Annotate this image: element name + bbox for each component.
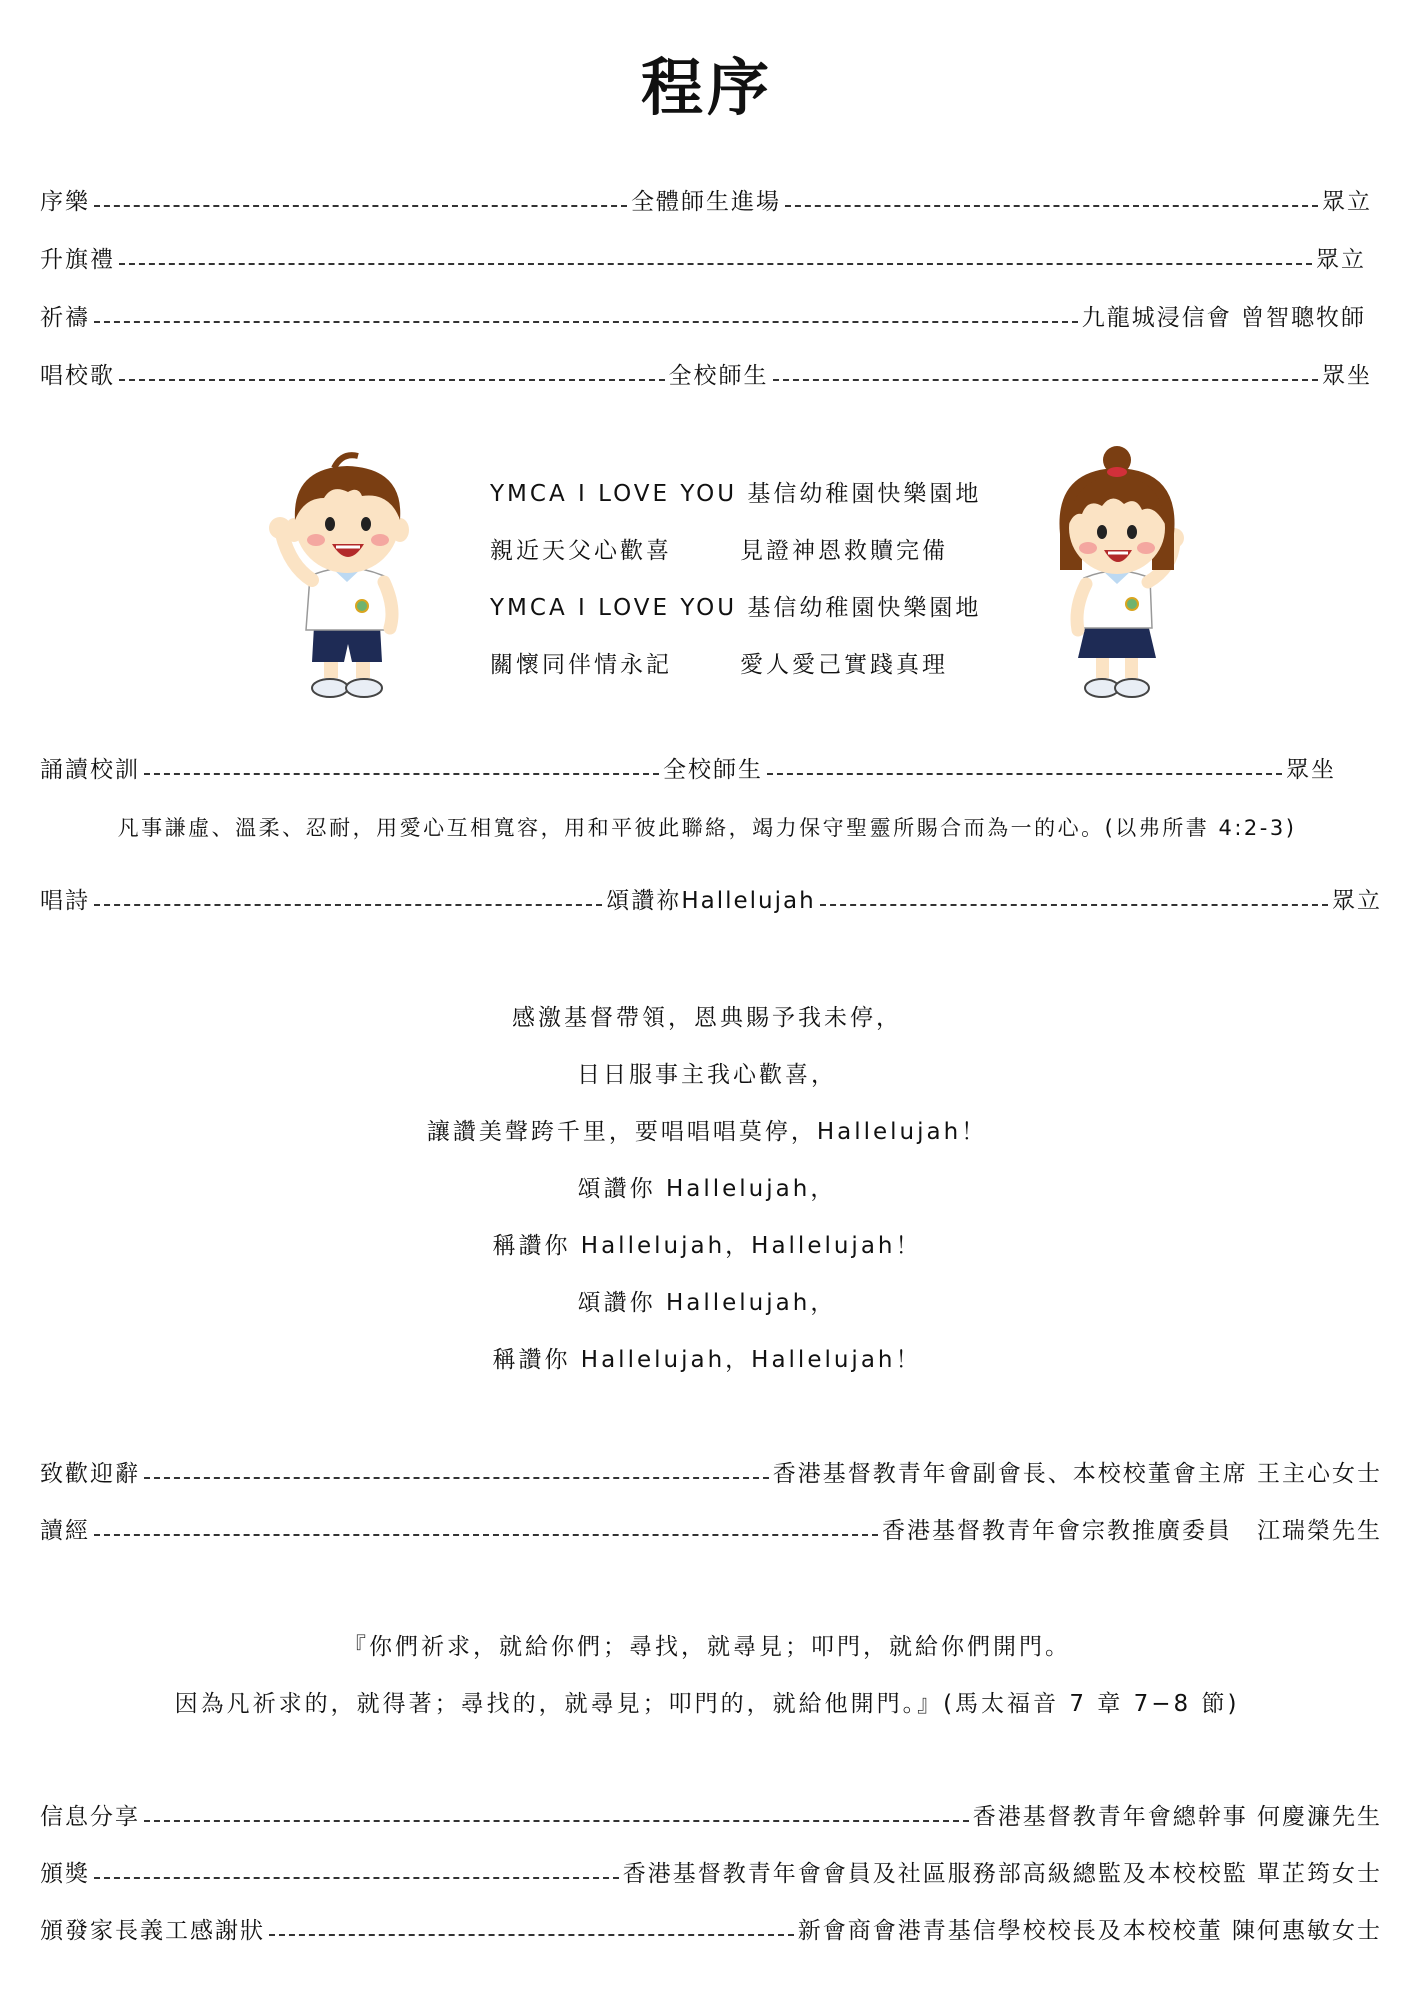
school-song-text: YMCA I LOVE YOU 基信幼稚園快樂園地 xyxy=(490,595,982,621)
dash-leader xyxy=(144,1820,969,1822)
item-middle: 全體師生進場 xyxy=(631,189,781,215)
item-right: 香港基督教青年會會員及社區服務部高級總監及本校校監 單芷筠女士 xyxy=(622,1861,1382,1887)
dash-leader xyxy=(269,1934,794,1936)
dash-leader xyxy=(119,263,1312,265)
item-right: 眾立 xyxy=(1322,189,1372,215)
dash-leader xyxy=(94,1534,878,1536)
school-song-text: 愛人愛己實踐真理 xyxy=(740,652,948,678)
program-item-welcome-speech xyxy=(40,1459,1382,1489)
item-label: 唱詩 xyxy=(40,888,90,914)
item-label: 誦讀校訓 xyxy=(40,757,140,783)
program-item-message-sharing xyxy=(40,1802,1382,1832)
hymn-lyric-line: 感激基督帶領，恩典賜予我未停， xyxy=(512,1005,902,1031)
program-item-hymn xyxy=(40,886,1382,916)
dash-leader xyxy=(144,1477,769,1479)
school-song-text: 見證神恩救贖完備 xyxy=(740,538,948,564)
item-label: 頒發家長義工感謝狀 xyxy=(40,1918,265,1944)
hymn-lyric-line: 稱讚你 Hallelujah，Hallelujah！ xyxy=(492,1233,922,1259)
item-middle: 頌讚祢Hallelujah xyxy=(606,888,816,914)
hymn-lyric-line: 稱讚你 Hallelujah，Hallelujah！ xyxy=(492,1347,922,1373)
item-right: 九龍城浸信會 曾智聰牧師 xyxy=(1081,305,1366,331)
program-item-prelude xyxy=(40,187,1372,217)
program-item-prayer xyxy=(40,303,1366,333)
item-middle: 全校師生 xyxy=(663,757,763,783)
dash-leader xyxy=(773,379,1319,381)
school-song-text: 親近天父心歡喜 xyxy=(490,538,672,564)
dash-leader xyxy=(94,904,602,906)
dash-leader xyxy=(144,773,659,775)
item-right: 香港基督教青年會宗教推廣委員 江瑞榮先生 xyxy=(882,1518,1382,1544)
page-title: 程序 xyxy=(640,51,773,124)
school-song-line-2 xyxy=(490,536,948,566)
hymn-lyric-line: 讓讚美聲跨千里，要唱唱唱莫停，Hallelujah！ xyxy=(426,1119,988,1145)
item-right: 眾坐 xyxy=(1286,757,1336,783)
scripture-line: 『你們祈求，就給你們；尋找，就尋見；叩門，就給你們開門。 xyxy=(343,1634,1071,1660)
item-right: 香港基督教青年會副會長、本校校董會主席 王主心女士 xyxy=(772,1461,1382,1487)
dash-leader xyxy=(94,321,1078,323)
program-item-school-motto xyxy=(40,755,1336,785)
school-song-text: YMCA I LOVE YOU 基信幼稚園快樂園地 xyxy=(490,481,982,507)
item-label: 信息分享 xyxy=(40,1804,140,1830)
school-song-text: 關懷同伴情永記 xyxy=(490,652,672,678)
school-song-line-3 xyxy=(490,593,981,623)
school-motto-verse: 凡事謙虛、溫柔、忍耐，用愛心互相寬容，用和平彼此聯絡，竭力保守聖靈所賜合而為一的心。(以弗所書 4:2-3) xyxy=(117,816,1297,840)
hymn-lyric-line: 日日服事主我心歡喜， xyxy=(577,1062,837,1088)
item-label: 讀經 xyxy=(40,1518,90,1544)
item-label: 唱校歌 xyxy=(40,363,115,389)
item-label: 致歡迎辭 xyxy=(40,1461,140,1487)
program-item-volunteer-certificates xyxy=(40,1916,1382,1946)
item-label: 升旗禮 xyxy=(40,247,115,273)
dash-leader xyxy=(785,205,1318,207)
item-label: 序樂 xyxy=(40,189,90,215)
program-item-scripture-reading xyxy=(40,1516,1382,1546)
item-right: 眾坐 xyxy=(1322,363,1372,389)
dash-leader xyxy=(119,379,665,381)
item-label: 祈禱 xyxy=(40,305,90,331)
dash-leader xyxy=(94,205,627,207)
item-label: 頒獎 xyxy=(40,1861,90,1887)
program-item-flag-raising xyxy=(40,245,1366,275)
item-right: 眾立 xyxy=(1332,888,1383,914)
school-song-line-1 xyxy=(490,479,981,509)
item-right: 香港基督教青年會總幹事 何慶濂先生 xyxy=(972,1804,1382,1830)
item-right: 新會商會港青基信學校校長及本校校董 陳何惠敏女士 xyxy=(797,1918,1382,1944)
item-right: 眾立 xyxy=(1316,247,1366,273)
boy-illustration xyxy=(262,448,432,708)
item-middle: 全校師生 xyxy=(668,363,769,389)
program-item-award-presentation xyxy=(40,1859,1382,1889)
school-song-line-4 xyxy=(490,650,948,680)
program-item-school-song xyxy=(40,361,1372,391)
dash-leader xyxy=(94,1877,619,1879)
dash-leader xyxy=(767,773,1282,775)
scripture-line: 因為凡祈求的，就得著；尋找的，就尋見；叩門的，就給他開門。』(馬太福音 7 章 7−8 節) xyxy=(174,1691,1240,1717)
girl-illustration xyxy=(1032,438,1202,708)
dash-leader xyxy=(820,904,1328,906)
hymn-lyric-line: 頌讚你 Hallelujah， xyxy=(577,1176,837,1202)
hymn-lyric-line: 頌讚你 Hallelujah， xyxy=(577,1290,837,1316)
